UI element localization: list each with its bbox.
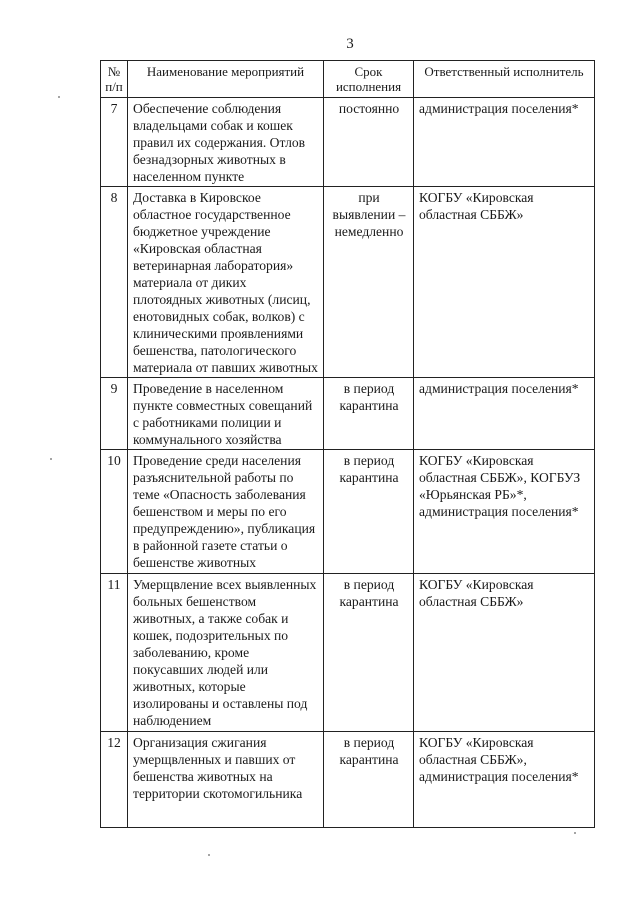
row-responsible: КОГБУ «Кировская областная СББЖ»	[414, 574, 595, 732]
row-num: 10	[101, 450, 128, 574]
header-responsible: Ответственный исполнитель	[414, 61, 595, 98]
row-num: 9	[101, 378, 128, 450]
row-event: Обеспечение соблюдения владельцами собак и кошек правил их содержания. Отлов безнадзорных животных в населенном пункте	[128, 98, 324, 187]
row-num: 11	[101, 574, 128, 732]
row-responsible: администрация поселения*	[414, 378, 595, 450]
header-event: Наименование мероприятий	[128, 61, 324, 98]
header-num: № п/п	[101, 61, 128, 98]
row-term: в период карантина	[324, 732, 414, 828]
row-term: постоянно	[324, 98, 414, 187]
table-row	[101, 732, 595, 828]
row-responsible: КОГБУ «Кировская областная СББЖ», КОГБУЗ «Юрьянская РБ»*, администрация поселения*	[414, 450, 595, 574]
scan-speck	[58, 96, 60, 98]
table-row	[101, 187, 595, 378]
row-responsible: КОГБУ «Кировская областная СББЖ»	[414, 187, 595, 378]
table-row	[101, 98, 595, 187]
row-event: Умерщвление всех выявленных больных бешенством животных, а также собак и кошек, подозрительных по заболеванию, кроме покусавших людей или животных, которые изолированы и оставлены под наблюдением	[128, 574, 324, 732]
row-event: Проведение среди населения разъяснительной работы по теме «Опасность заболевания бешенством и меры по его предупреждению», публикация в районной газете статьи о бешенстве животных	[128, 450, 324, 574]
table-row	[101, 574, 595, 732]
scan-speck	[574, 832, 576, 834]
measures-table	[100, 60, 595, 828]
row-num: 12	[101, 732, 128, 828]
row-term: при выявлении – немедленно	[324, 187, 414, 378]
row-event: Доставка в Кировское областное государственное бюджетное учреждение «Кировская областная ветеринарная лаборатория» материала от диких плотоядных животных (лисиц, енотовидных собак, волков) с клиническими проявлениями бешенства, патологического материала от павших животных	[128, 187, 324, 378]
row-event: Проведение в населенном пункте совместных совещаний с работниками полиции и коммунального хозяйства	[128, 378, 324, 450]
row-term: в период карантина	[324, 378, 414, 450]
row-num: 7	[101, 98, 128, 187]
scan-speck	[50, 458, 52, 460]
table-header-row	[101, 61, 595, 98]
row-term: в период карантина	[324, 450, 414, 574]
scan-speck	[208, 854, 210, 856]
row-num: 8	[101, 187, 128, 378]
table-row	[101, 378, 595, 450]
row-responsible: КОГБУ «Кировская областная СББЖ», администрация поселения*	[414, 732, 595, 828]
table-row	[101, 450, 595, 574]
row-event: Организация сжигания умерщвленных и павших от бешенства животных на территории скотомогильника	[128, 732, 324, 828]
row-term: в период карантина	[324, 574, 414, 732]
row-responsible: администрация поселения*	[414, 98, 595, 187]
page-number: 3	[346, 36, 354, 52]
header-term: Срок исполнения	[324, 61, 414, 98]
